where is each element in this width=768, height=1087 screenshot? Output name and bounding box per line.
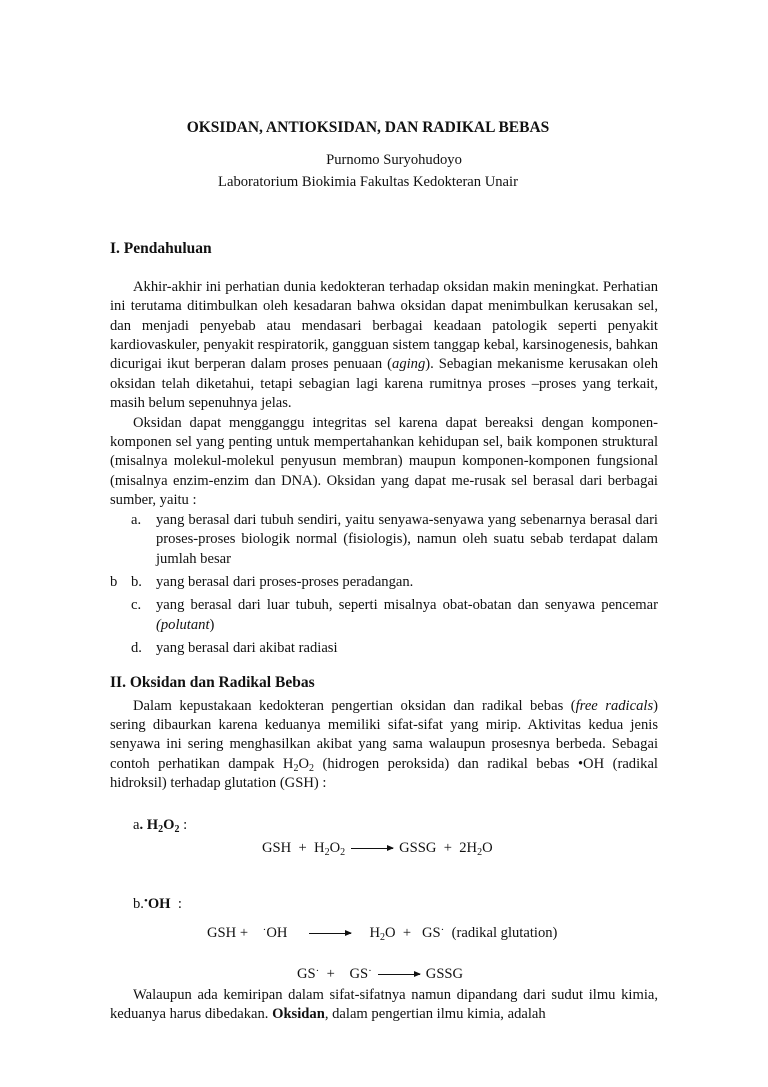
text-segment: yang berasal dari proses-proses peradangan. (156, 573, 414, 590)
text-segment: a (133, 816, 140, 833)
source-list (110, 511, 658, 659)
text-segment: 2 (174, 823, 180, 835)
equation-gssg (110, 965, 658, 984)
text-segment: 2 (379, 931, 385, 943)
equation-h2o2 (110, 839, 658, 858)
text-segment: 2 (158, 823, 164, 835)
author-name: Purnomo Suryohudoyo (326, 152, 462, 168)
text-segment: yang berasal dari luar tubuh, seperti misalnya obat-obatan dan senyawa pencemar (156, 597, 658, 614)
text-segment: Akhir-akhir ini perhatian dunia kedokteran terhadap oksidan makin meningkat. Perhatian ini terutama ditimbulkan oleh kesadaran bahwa oksidan dapat menimbulkan kerusakan sel, dan menjadi penyebab atau mendasari berbagai keadaan patologik seperti penyakit kardiovaskuler, penyakit respiratorik, gangguan sistem tanggap kebal, karsinogenesis, bahkan dicurigai ikut berperan dalam proses penuaan ( (110, 278, 658, 373)
list-item (110, 573, 658, 592)
document-title: OKSIDAN, ANTIOKSIDAN, DAN RADIKAL BEBAS (186, 119, 550, 136)
section-heading-oksidan-radikal: II. Oksidan dan Radikal Bebas (110, 673, 315, 691)
text-segment: O (163, 816, 175, 833)
text-segment: ) sering dibaurkan karena keduanya memiliki sifat-sifat yang mirip. Aktivitas kedua jenis senyawa ini sering menghasilkan akibat yang sama walaupun prosesnya berbeda. Sebagai contoh perhatikan dampak H (110, 697, 658, 772)
text-segment: 2 (477, 846, 483, 858)
equation-right (369, 925, 557, 941)
text-segment: free radicals (575, 697, 654, 714)
text-segment: O + GS (384, 924, 441, 941)
text-segment: yang berasal dari akibat radiasi (156, 640, 338, 657)
section-heading-pendahuluan: I. Pendahuluan (110, 239, 212, 257)
list-label: d. (131, 640, 142, 657)
text-segment: • (143, 895, 148, 908)
text-segment: O (482, 839, 493, 856)
list-label: c. (131, 597, 142, 614)
equation-left (297, 966, 372, 982)
text-segment: + GS (319, 966, 369, 983)
text-segment: (hidrogen peroksida) dan radikal bebas •OH (radikal hidroksil) terhadap glutation (GSH) : (110, 755, 658, 792)
text-segment: ) (209, 616, 215, 633)
list-text (156, 597, 658, 632)
reaction-arrow (351, 848, 393, 849)
example-b-label (110, 895, 658, 914)
paragraph (110, 697, 658, 794)
affiliation: Laboratorium Biokimia Fakultas Kedokteran Unair (218, 174, 518, 191)
text-segment: 2 (324, 846, 330, 858)
text-segment: 2 (340, 846, 346, 858)
text-segment: · (440, 923, 445, 936)
example-a-label (110, 816, 658, 835)
text-segment: ). Sebagian mekanisme kerusakan oleh oksidan telah diketahui, tetapi sebagian lagi karena rumitnya proses –proses yang terkait, masih belum sepenuhnya jelas. (110, 356, 658, 412)
text-segment: : (170, 896, 182, 913)
text-segment: · (315, 965, 320, 978)
equation-left (207, 925, 287, 941)
text-segment: OH (147, 896, 171, 913)
paragraph (110, 414, 658, 511)
text-segment: (radikal glutation) (444, 924, 558, 941)
text-segment: Oksidan dapat mengganggu integritas sel karena dapat bereaksi dengan komponen-komponen sel yang penting untuk mempertahankan kehidupan sel, baik komponen struktural (misalnya molekul-molekul penyusun membran) maupun komponen-komponen fungsional (misalnya enzim-enzim dan DNA). Oksidan yang dapat me-rusak sel berasal dari berbagai sumber, yaitu : (110, 414, 658, 509)
stray-marker: b (110, 573, 118, 590)
text-segment: Oksidan (272, 1006, 325, 1022)
text-segment: O (329, 839, 341, 856)
text-segment: GS (297, 966, 316, 983)
list-item (110, 596, 658, 635)
text-segment: GSH + H (262, 839, 325, 856)
text-segment: b. (133, 896, 144, 913)
list-item (110, 639, 658, 658)
text-segment: 2 (309, 762, 314, 774)
list-text (156, 574, 413, 590)
text-segment: H (369, 924, 380, 941)
paragraph (110, 986, 658, 1025)
list-label: a. (131, 511, 142, 528)
list-item (110, 511, 658, 569)
list-text (156, 640, 338, 656)
text-segment: yang berasal dari tubuh sendiri, yaitu senyawa-senyawa yang sebenarnya berasal dari proses-proses biologik normal (fisiologis), namun oleh suatu sebab terdapat dalam jumlah besar (156, 511, 658, 567)
list-text (156, 512, 658, 567)
text-segment: Dalam kepustakaan kedokteran pengertian oksidan dan radikal bebas ( (133, 697, 576, 714)
text-segment: aging (392, 356, 426, 373)
reaction-arrow (378, 974, 420, 975)
equation-right (426, 966, 463, 982)
text-segment: GSH + (207, 924, 263, 941)
equation-right (399, 840, 493, 856)
equation-left (262, 840, 345, 856)
text-segment: Walaupun ada kemiripan dalam sifat-sifatnya namun dipandang dari sudut ilmu kimia, keduanya harus dibedakan. (110, 986, 658, 1022)
text-segment: 2 (293, 762, 299, 774)
text-segment: , dalam pengertian ilmu kimia, adalah (324, 1006, 546, 1022)
text-segment: · (262, 923, 267, 936)
text-segment: · (368, 965, 372, 978)
text-segment: O (298, 755, 309, 772)
equation-oh (110, 924, 658, 943)
reaction-arrow (309, 933, 351, 934)
text-segment: OH (266, 924, 288, 941)
list-label: b. (131, 573, 142, 590)
paragraph (110, 278, 658, 414)
text-segment: : (179, 816, 188, 833)
text-segment: (polutant (156, 616, 210, 633)
text-segment: GSSG (425, 966, 464, 983)
text-segment: GSSG + 2H (399, 839, 478, 856)
text-segment: . H (139, 816, 159, 833)
